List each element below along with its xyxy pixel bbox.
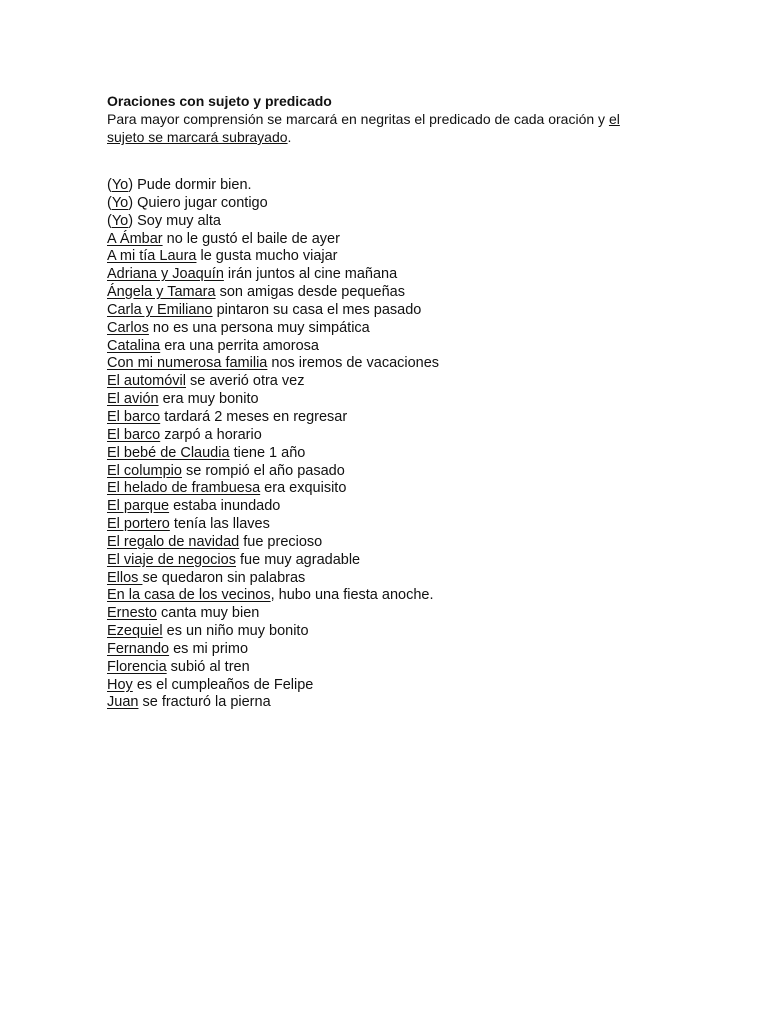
sentence-item: [107, 195, 667, 213]
sentence-subject: Fernando: [107, 640, 170, 657]
sentence-predicate: estaba inundado: [169, 498, 281, 515]
intro-text: Para mayor comprensión se marcará en negritas el predicado de cada oración y: [107, 111, 609, 127]
sentence-item: [107, 338, 667, 356]
sentence-item: [107, 534, 667, 552]
sentence-subject: El bebé de Claudia: [107, 444, 230, 461]
sentence-item: [107, 677, 667, 695]
sentence-predicate: ) Quiero jugar contigo: [128, 194, 268, 211]
sentence-list: [107, 177, 667, 712]
sentence-predicate: se rompió el año pasado: [181, 462, 345, 479]
sentence-predicate: ) Pude dormir bien.: [128, 177, 252, 193]
sentence-subject: El helado de frambuesa: [107, 480, 261, 497]
sentence-subject: En la casa de los vecinos: [107, 587, 271, 604]
sentence-predicate: era exquisito: [260, 480, 347, 497]
sentence-item: [107, 355, 667, 373]
sentence-subject: Ernesto: [107, 605, 157, 622]
sentence-predicate: no es una persona muy simpática: [148, 319, 370, 336]
sentence-subject: Florencia: [107, 658, 167, 675]
document-page: [107, 92, 667, 728]
sentence-item: [107, 373, 667, 391]
sentence-predicate: , hubo una fiesta anoche.: [270, 587, 434, 604]
sentence-item: [107, 320, 667, 338]
sentence-subject: Yo: [111, 177, 129, 193]
sentence-subject: El regalo de navidad: [107, 533, 240, 550]
sentence-predicate: nos iremos de vacaciones: [267, 355, 440, 372]
sentence-predicate: pintaron su casa el mes pasado: [212, 301, 422, 318]
intro-underlined-text: el sujeto se marcará subrayado: [107, 111, 620, 145]
sentence-predicate: le gusta mucho viajar: [196, 248, 338, 265]
sentence-item: [107, 516, 667, 534]
sentence-subject: El automóvil: [107, 373, 186, 390]
sentence-subject: A Ámbar: [107, 230, 163, 247]
sentence-item: [107, 498, 667, 516]
sentence-subject: Ezequiel: [107, 623, 163, 640]
sentence-item: [107, 284, 667, 302]
sentence-predicate: subió al tren: [166, 658, 250, 675]
sentence-subject: El parque: [107, 498, 170, 515]
sentence-predicate: fue precioso: [239, 533, 323, 550]
sentence-item: [107, 587, 667, 605]
sentence-subject: El barco: [107, 426, 161, 443]
sentence-predicate: es el cumpleaños de Felipe: [132, 676, 314, 693]
sentence-predicate: se fracturó la pierna: [138, 694, 271, 711]
sentence-item: [107, 694, 667, 712]
sentence-item: [107, 623, 667, 641]
sentence-item: [107, 445, 667, 463]
sentence-predicate: fue muy agradable: [235, 551, 361, 568]
sentence-predicate: canta muy bien: [156, 605, 260, 622]
sentence-predicate: tardará 2 meses en regresar: [160, 408, 348, 425]
sentence-subject: Ángela y Tamara: [107, 284, 216, 301]
sentence-item: [107, 266, 667, 284]
sentence-subject: El avión: [107, 391, 159, 408]
sentence-item: [107, 231, 667, 249]
sentence-predicate: ) Soy muy alta: [128, 212, 221, 229]
document-intro: [107, 110, 647, 146]
sentence-subject: A mi tía Laura: [107, 248, 197, 265]
sentence-subject: El portero: [107, 516, 170, 533]
sentence-item: [107, 605, 667, 623]
sentence-item: [107, 177, 667, 195]
sentence-subject: Ellos: [107, 569, 143, 586]
sentence-subject: Adriana y Joaquín: [107, 266, 224, 283]
sentence-item: [107, 248, 667, 266]
sentence-item: [107, 480, 667, 498]
sentence-item: [107, 391, 667, 409]
sentence-predicate: se quedaron sin palabras: [142, 569, 306, 586]
sentence-predicate: zarpó a horario: [160, 426, 262, 443]
sentence-subject: Carlos: [107, 319, 149, 336]
sentence-item: [107, 427, 667, 445]
sentence-predicate: son amigas desde pequeñas: [215, 284, 405, 301]
sentence-prefix: (: [107, 194, 112, 211]
sentence-predicate: irán juntos al cine mañana: [223, 266, 398, 283]
sentence-subject: Yo: [111, 212, 129, 229]
sentence-predicate: no le gustó el baile de ayer: [162, 230, 340, 247]
sentence-subject: Juan: [107, 694, 139, 711]
sentence-subject: Con mi numerosa familia: [107, 355, 268, 372]
sentence-subject: El barco: [107, 408, 161, 425]
sentence-prefix: (: [107, 212, 112, 229]
sentence-predicate: tiene 1 año: [229, 444, 306, 461]
sentence-subject: El viaje de negocios: [107, 551, 236, 568]
sentence-predicate: tenía las llaves: [169, 516, 270, 533]
sentence-predicate: se averió otra vez: [185, 373, 305, 390]
sentence-item: [107, 641, 667, 659]
sentence-subject: El columpio: [107, 462, 182, 479]
sentence-item: [107, 659, 667, 677]
sentence-predicate: es mi primo: [169, 640, 249, 657]
sentence-predicate: es un niño muy bonito: [162, 623, 309, 640]
sentence-item: [107, 213, 667, 231]
sentence-prefix: (: [107, 177, 112, 193]
sentence-subject: Carla y Emiliano: [107, 301, 213, 318]
sentence-predicate: era muy bonito: [158, 391, 259, 408]
sentence-subject: Hoy: [107, 676, 133, 693]
sentence-item: [107, 302, 667, 320]
sentence-item: [107, 570, 667, 588]
sentence-subject: Yo: [111, 194, 129, 211]
sentence-predicate: era una perrita amorosa: [160, 337, 319, 354]
sentence-item: [107, 463, 667, 481]
sentence-item: [107, 409, 667, 427]
sentence-item: [107, 552, 667, 570]
sentence-subject: Catalina: [107, 337, 161, 354]
document-title: Oraciones con sujeto y predicado: [107, 93, 332, 109]
intro-end: .: [287, 129, 292, 145]
